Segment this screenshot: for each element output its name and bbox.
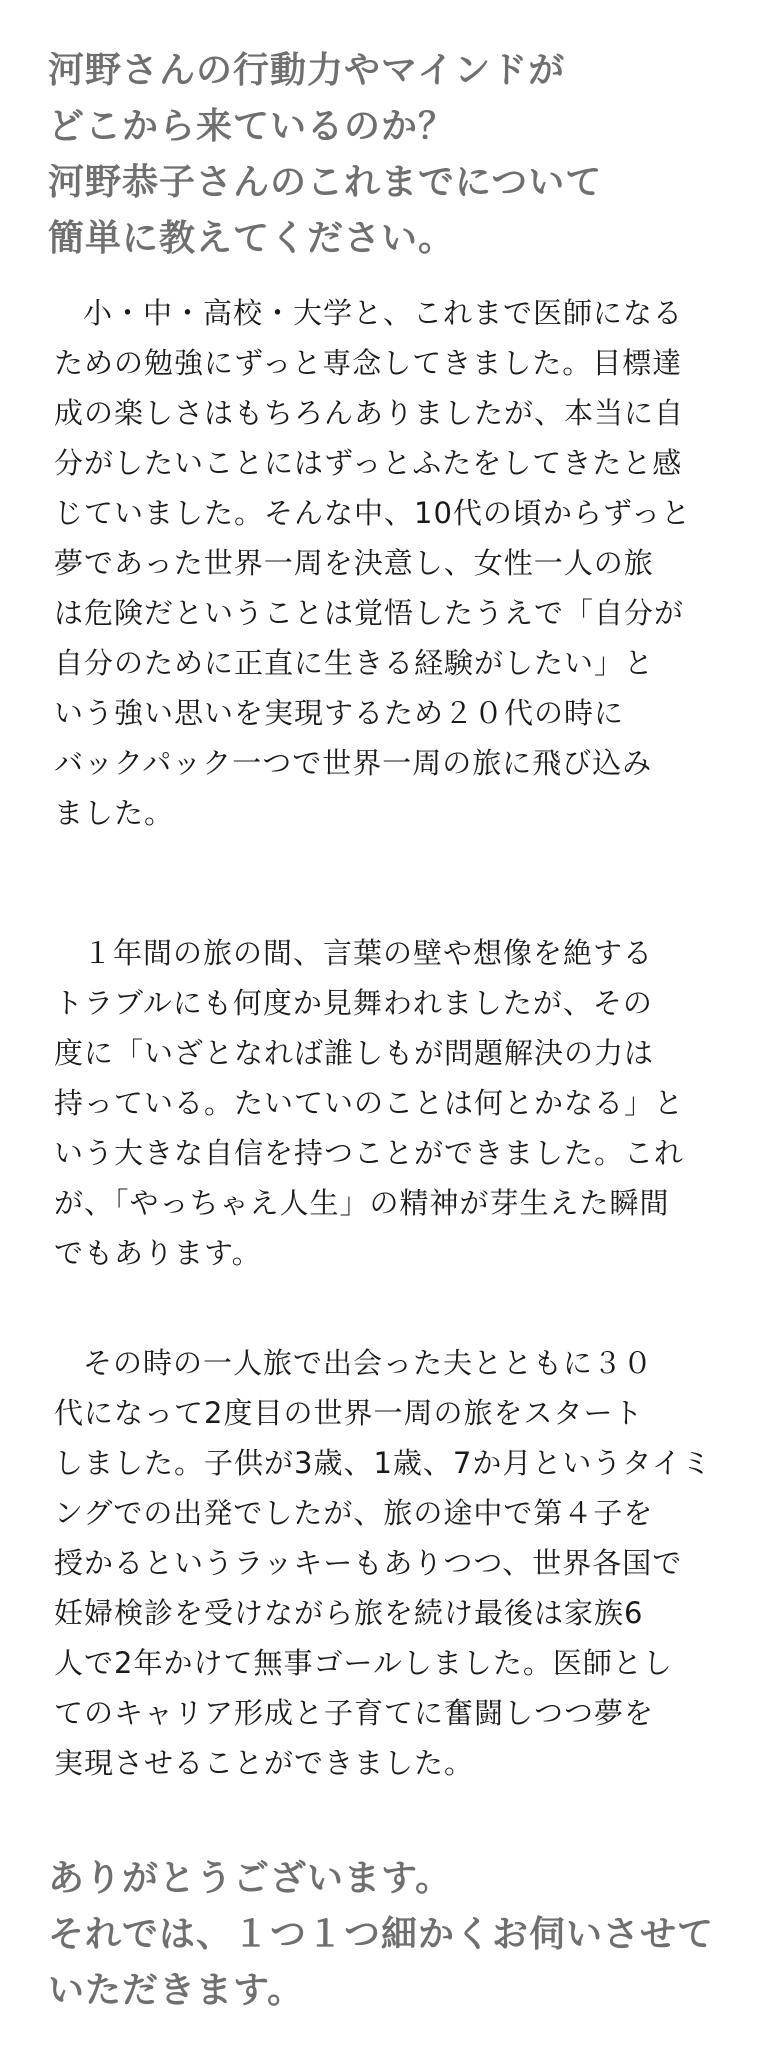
answer-line: ングでの出発でしたが、旅の途中で第４子を (54, 1496, 654, 1530)
question-line: 河野恭子さんのこれまでについて (48, 161, 603, 203)
question-line: どこから来ているのか？ (48, 105, 456, 147)
answer-line: 持っている。たいていのことは何とかなる」と (54, 1086, 685, 1120)
answer-line: ための勉強にずっと専念してきました。目標達 (54, 346, 683, 380)
answer-line: バックパック一つで世界一周の旅に飛び込み (54, 746, 653, 780)
answer-paragraph-1 (54, 288, 734, 838)
answer-line: 度に「いざとなれば誰しもが問題解決の力は (54, 1036, 655, 1070)
answer-line: トラブルにも何度か見舞われましたが、その (54, 986, 653, 1020)
closing-line: いただきます。 (48, 1969, 305, 2011)
answer-line: 自分のために正直に生きる経験がしたい」と (54, 646, 655, 680)
answer-line: ました。 (54, 796, 175, 830)
answer-line: てのキャリア形成と子育てに奮闘しつつ夢を (54, 1696, 655, 1730)
answer-line: 実現させることができました。 (54, 1746, 475, 1780)
answer-paragraph-2 (54, 928, 734, 1278)
interview-question (48, 42, 738, 266)
answer-line: 授かるというラッキーもありつつ、世界各国で (54, 1546, 683, 1580)
answer-line: その時の一人旅で出会った夫とともに３０ (83, 1346, 654, 1380)
closing-line: ありがとうございます。 (48, 1857, 453, 1899)
answer-line: でもあります。 (54, 1236, 262, 1270)
answer-line: じていました。そんな中、10代の頃からずっと (54, 496, 692, 530)
answer-line: は危険だということは覚悟したうえで「自分が (54, 596, 685, 630)
answer-line: １年間の旅の間、言葉の壁や想像を絶する (83, 936, 654, 970)
question-line: 河野さんの行動力やマインドが (48, 49, 566, 91)
answer-line: 人で2年かけて無事ゴールしました。医師とし (54, 1646, 673, 1680)
interviewer-closing-remark (48, 1850, 738, 2018)
answer-line: いう強い思いを実現するため２０代の時に (54, 696, 625, 730)
answer-line: 夢であった世界一周を決意し、女性一人の旅 (54, 546, 654, 580)
closing-line: それでは、１つ１つ細かくお伺いさせて (48, 1913, 715, 1955)
answer-line: いう大きな自信を持つことができました。これ (54, 1136, 685, 1170)
answer-line: 代になって2度目の世界一周の旅をスタート (54, 1396, 644, 1430)
answer-line: しました。子供が3歳、1歳、7か月というタイミ (54, 1446, 712, 1480)
answer-line: 成の楽しさはもちろんありましたが、本当に自 (54, 396, 685, 430)
answer-line: が、「やっちゃえ人生」の精神が芽生えた瞬間 (54, 1186, 670, 1220)
answer-line: 妊婦検診を受けながら旅を続け最後は家族6 (54, 1596, 644, 1630)
answer-line: 分がしたいことにはずっとふたをしてきたと感 (54, 446, 683, 480)
answer-paragraph-3 (54, 1338, 734, 1788)
answer-line: 小・中・高校・大学と、これまで医師になる (83, 296, 684, 330)
question-line: 簡単に教えてください。 (48, 217, 456, 259)
